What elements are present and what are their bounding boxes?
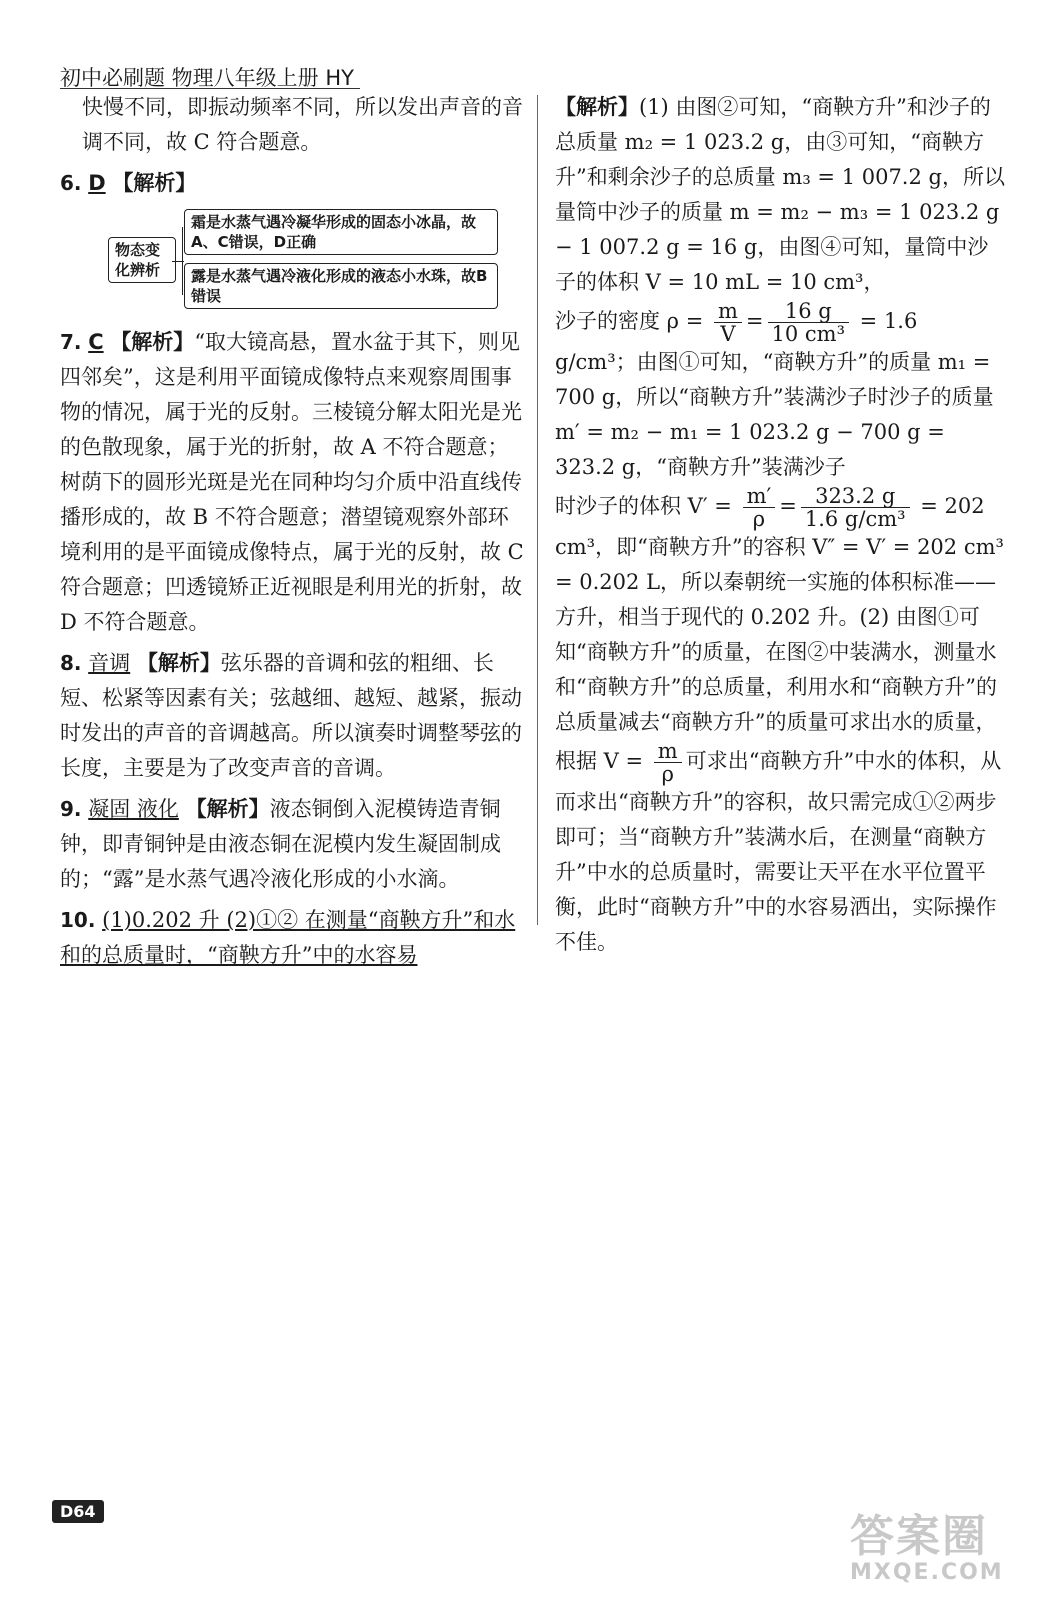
frac5-numerator: m — [654, 740, 682, 763]
frac3-numerator: m′ — [743, 485, 776, 508]
fraction-3232g-over-16 — [801, 485, 910, 530]
header-text: 初中必刷题 物理八年级上册 HY — [60, 66, 354, 90]
page-number: D64 — [52, 1500, 104, 1523]
explanation-p1: (1) 由图②可知，“商鞅方升”和沙子的总质量 m₂ = 1 023.2 g，由③可知，“商鞅方升”和剩余沙子的总质量 m₃ = 1 007.2 g，所以量筒中沙子的质量 m = m₂ − m₃ = 1 023.2 g − 1 007.2 g = 16 g，由图④可知，量筒中沙子的体积 V = 10 mL = 10 cm³， — [555, 95, 1005, 294]
q7-text: “取大镜高悬，置水盆于其下，则见四邻矣”，这是利用平面镜成像特点来观察周围事物的情况，属于光的反射。三棱镜分解太阳光是光的色散现象，属于光的折射，故 A 不符合题意；树荫下的圆形光斑是光在同种均匀介质中沿直线传播形成的，故 B 不符合题意；潜望镜观察外部环境利用的是平面镜成像特点，属于光的反射，故 C 符合题意；凹透镜矫正近视眼是利用光的折射，故 D 不符合题意。 — [60, 330, 524, 634]
watermark-logo — [850, 1500, 1025, 1590]
volume-prefix: 时沙子的体积 V′ = — [555, 494, 739, 518]
q8-answer: 音调 — [88, 651, 131, 675]
q6-tag: 【解析】 — [112, 171, 197, 195]
explanation-volume: 时沙子的体积 V′ = $\frac{m'}{\rho}$ = $\frac{323.2 g}{\text{1.6 g/cm³}}$ = 202 cm³，即“商鞅方升”的容积 V″ = V′ = 202 cm³ = 0.202 L，所以秦朝统一实施的体积标准——方升，相当于现代的 0.202 升。(2) 由图①可知“商鞅方升”的质量，在图②中装满水，测量水和“商鞅方升”的总质量，利用水和“商鞅方升”的总质量减去“商鞅方升”的质量可求出水的质量，根据 V = $\frac{m}{\rho}$ 可求出“商鞅方升”中水的体积，从而求出“商鞅方升”的容积，故只需完成①②两步即可；当“商鞅方升”装满水后，在测量“商鞅方升”中水的总质量时，需要让天平在水平位置平衡，此时“商鞅方升”中的水容易洒出，实际操作不佳。 — [555, 484, 1004, 954]
q7-number: 7. — [60, 330, 82, 354]
fraction-16g-over-10cm3 — [768, 300, 850, 345]
diagram-center-box: 物态变化辨析 — [108, 237, 176, 283]
fraction-mprime-over-rho — [743, 485, 776, 530]
q6-answer: D — [88, 171, 106, 195]
page-header — [60, 62, 354, 92]
question-10 — [60, 903, 525, 973]
explanation-density: 沙子的密度 ρ = $\frac{m}{V}$ = $\frac{16 g}{\text{10 cm³}}$ = 1.6 g/cm³；由图①可知，“商鞅方升”的质量 m₁ = 700 g，所以“商鞅方升”装满沙子时沙子的质量 m′ = m₂ − m₁ = 1 023.2 g − 700 g = 323.2 g，“商鞅方升”装满沙子 — [555, 299, 994, 479]
density-suffix: = 1.6 g/cm³；由图①可知，“商鞅方升”的质量 m₁ = 700 g，所以“商鞅方升”装满沙子时沙子的质量 m′ = m₂ − m₁ = 1 023.2 g − 700 g = 323.2 g，“商鞅方升”装满沙子 — [555, 309, 994, 479]
q8-text: 弦乐器的音调和弦的粗细、长短、松紧等因素有关；弦越细、越短、越紧，振动时发出的声音的音调越高。所以演奏时调整琴弦的长度，主要是为了改变声音的音调。 — [60, 651, 522, 780]
volume-suffix: = 202 cm³，即“商鞅方升”的容积 V″ = V′ = 202 cm³ = 0.202 L，所以秦朝统一实施的体积标准——方升，相当于现代的 0.202 升。(2) 由图①可知“商鞅方升”的质量，在图②中装满水，测量水和“商鞅方升”的总质量，利用水和“商鞅方升”的总质量减去“商鞅方升”的质量可求出水的质量，根据 V = — [555, 494, 1004, 773]
header-rule — [60, 88, 360, 89]
frac4-denominator: 1.6 g/cm³ — [804, 507, 906, 531]
q9-answer: 凝固 液化 — [88, 797, 179, 821]
frac5-denominator: ρ — [661, 762, 674, 786]
q10-explanation — [555, 90, 1005, 300]
diagram-item-frost: 霜是水蒸气遇冷凝华形成的固态小冰晶，故A、C错误，D正确 — [184, 209, 498, 255]
q10-tag: 【解析】 — [555, 95, 639, 119]
frac2-numerator: 16 g — [768, 300, 850, 323]
q10-number: 10. — [60, 908, 96, 932]
frac3-denominator: ρ — [752, 507, 766, 531]
q9-text: 液态铜倒入泥模铸造青铜钟，即青铜钟是由液态铜在泥模内发生凝固制成的；“露”是水蒸气遇冷液化形成的小水滴。 — [60, 797, 501, 891]
fraction-m-over-v — [714, 300, 742, 345]
density-prefix: 沙子的密度 ρ = — [555, 309, 710, 333]
frac1-numerator: m — [714, 300, 742, 323]
intro-text: 快慢不同，即振动频率不同，所以发出声音的音调不同，故 C 符合题意。 — [82, 95, 523, 154]
q9-tag: 【解析】 — [185, 797, 270, 821]
q10-answer: (1)0.202 升 (2)①② 在测量“商鞅方升”和水和的总质量时，“商鞅方升”中的水容易 — [60, 908, 516, 967]
diagram-item-dew: 露是水蒸气遇冷液化形成的液态小水珠，故B错误 — [184, 263, 498, 309]
watermark-line2: MXQE.COM — [850, 1560, 1004, 1585]
column-divider — [537, 95, 538, 925]
q8-tag: 【解析】 — [136, 651, 221, 675]
q9-number: 9. — [60, 797, 82, 821]
q6-number: 6. — [60, 171, 82, 195]
frac2-denominator: 10 cm³ — [771, 322, 845, 346]
question-7 — [60, 325, 525, 640]
explanation-end: 可求出“商鞅方升”中水的体积，从而求出“商鞅方升”的容积，故只需完成①②两步即可；当“商鞅方升”装满水后，在测量“商鞅方升”中水的总质量时，需要让天平在水平位置平衡，此时“商鞅方升”中的水容易洒出，实际操作不佳。 — [555, 749, 1002, 954]
watermark-line1: 答案圈 — [850, 1511, 988, 1562]
frac1-denominator: V — [720, 322, 736, 346]
q8-number: 8. — [60, 651, 82, 675]
q7-tag: 【解析】 — [110, 330, 195, 354]
frac4-numerator: 323.2 g — [801, 485, 910, 508]
question-9 — [60, 792, 525, 897]
question-6 — [60, 166, 525, 319]
q7-answer: C — [88, 330, 104, 354]
diagram-bracket — [182, 227, 183, 295]
right-column — [555, 90, 1005, 960]
left-column — [60, 90, 525, 973]
question-8 — [60, 646, 525, 786]
fraction-m-over-rho — [654, 740, 682, 785]
phase-change-diagram — [108, 205, 525, 319]
